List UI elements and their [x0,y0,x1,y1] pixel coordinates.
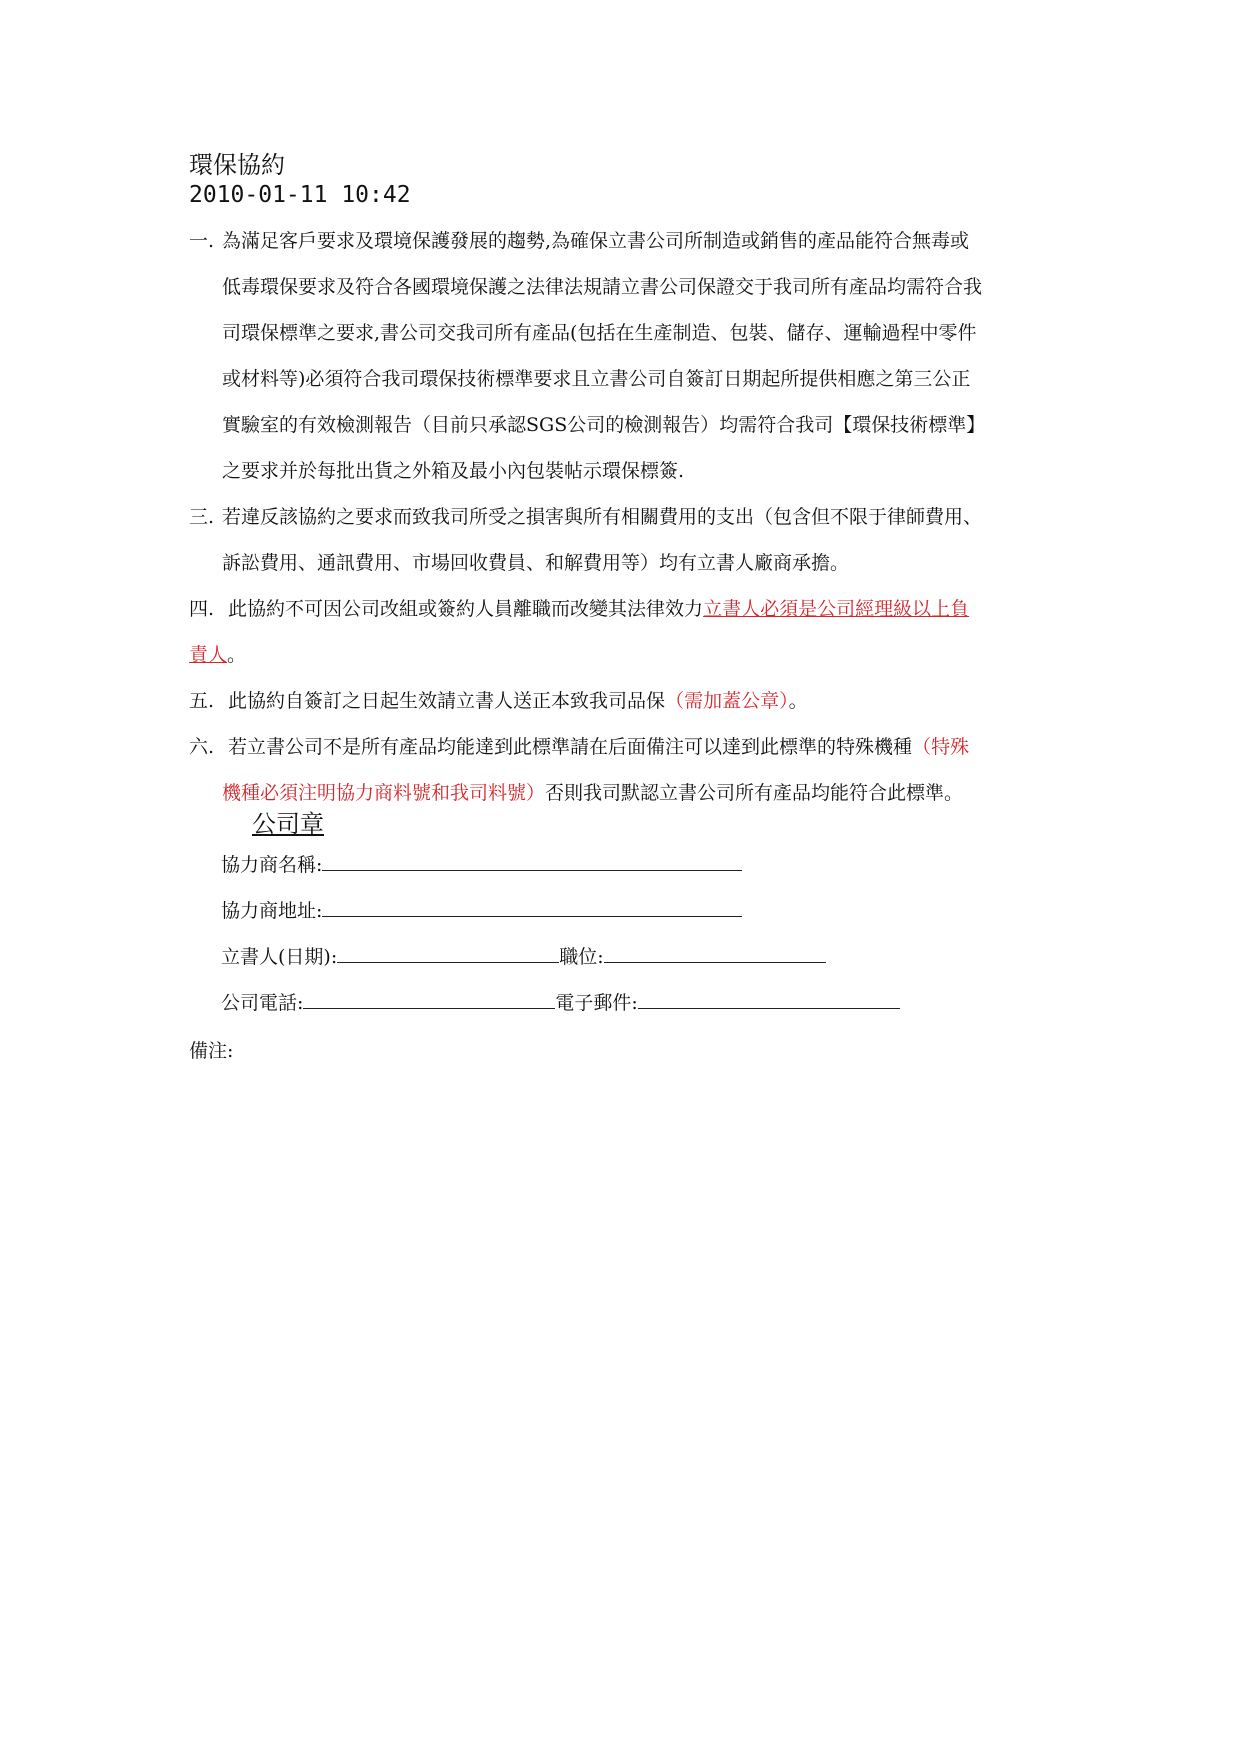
clause-3-number: 三. [189,506,215,528]
clause-4 [189,586,1059,678]
contact-row [221,980,900,1026]
clause-4-emphasis: 立書人必須是公司經理級以上負 [703,598,970,620]
clause-6-tail: 否則我司默認立書公司所有產品均能符合此標準。 [545,782,964,804]
clause-5 [189,678,1059,724]
position-label: 職位: [559,946,604,968]
signer-date-label: 立書人(日期): [221,946,338,968]
clause-4-number: 四. [189,598,215,620]
supplier-address-label: 協力商地址: [221,900,323,922]
clause-3-line: 若違反該協約之要求而致我司所受之損害與所有相關費用的支出（包含但不限于律師費用、 [222,506,983,528]
clause-6-number: 六. [189,736,215,758]
clause-4-emphasis: 責人 [189,644,228,666]
clause-3-line: 訴訟費用、通訊費用、市場回收費員、和解費用等）均有立書人廠商承擔。 [222,552,850,574]
clause-1-line: 之要求并於每批出貨之外箱及最小內包裝帖示環保標簽. [222,460,685,482]
clause-6-line [222,770,1059,816]
supplier-name-field[interactable] [322,852,742,871]
clause-5-number: 五. [189,690,215,712]
notes-label: 備注: [189,1040,234,1062]
signer-row [221,934,900,980]
supplier-name-row [221,842,900,888]
supplier-name-label: 協力商名稱: [221,854,323,876]
company-seal-label: 公司章 [252,810,324,838]
clause-1 [189,218,1059,494]
signature-form [221,842,900,1026]
clause-1-line: 為滿足客戶要求及環境保護發展的趨勢,為確保立書公司所制造或銷售的產品能符合無毒或 [222,230,970,252]
clause-1-line: 司環保標準之要求,書公司交我司所有產品(包括在生產制造、包裝、儲存、運輸過程中零件 [222,322,977,344]
company-phone-field[interactable] [303,990,555,1009]
clause-4-line [189,632,1059,678]
clause-6 [189,724,1059,816]
document-title: 環保協約 [189,151,285,179]
clause-3 [189,494,1059,586]
clause-1-number: 一. [189,230,215,252]
clause-4-text: 此協約不可因公司改組或簽約人員離職而改變其法律效力 [228,598,704,620]
clause-1-line: 實驗室的有效檢測報告（目前只承認SGS公司的檢測報告）均需符合我司【環保技術標準】 [222,414,986,436]
clause-6-emphasis: 機種必須注明協力商料號和我司料號） [222,782,546,804]
clause-5-emphasis: （需加蓋公章） [665,690,789,712]
clause-6-text: 若立書公司不是所有產品均能達到此標準請在后面備注可以達到此標準的特殊機種 [228,736,913,758]
company-phone-label: 公司電話: [221,992,304,1014]
clause-1-line: 或材料等)必須符合我司環保技術標準要求且立書公司自簽訂日期起所提供相應之第三公正 [222,368,971,390]
signer-date-field[interactable] [337,944,559,963]
supplier-address-row [221,888,900,934]
document-datetime: 2010-01-11 10:42 [189,182,411,208]
clause-5-tail: 。 [788,690,808,712]
position-field[interactable] [604,944,826,963]
clause-6-emphasis: （特殊 [912,736,970,758]
supplier-address-field[interactable] [322,898,742,917]
clause-6-line [189,724,1059,770]
email-label: 電子郵件: [555,992,638,1014]
clause-5-text: 此協約自簽訂之日起生效請立書人送正本致我司品保 [228,690,666,712]
email-field[interactable] [638,990,900,1009]
clause-1-line: 低毒環保要求及符合各國環境保護之法律法規請立書公司保證交于我司所有產品均需符合我 [222,276,983,298]
clause-4-tail: 。 [227,644,247,666]
clause-5-line [189,678,1059,724]
clause-list [189,218,1059,816]
clause-4-line [189,586,1059,632]
